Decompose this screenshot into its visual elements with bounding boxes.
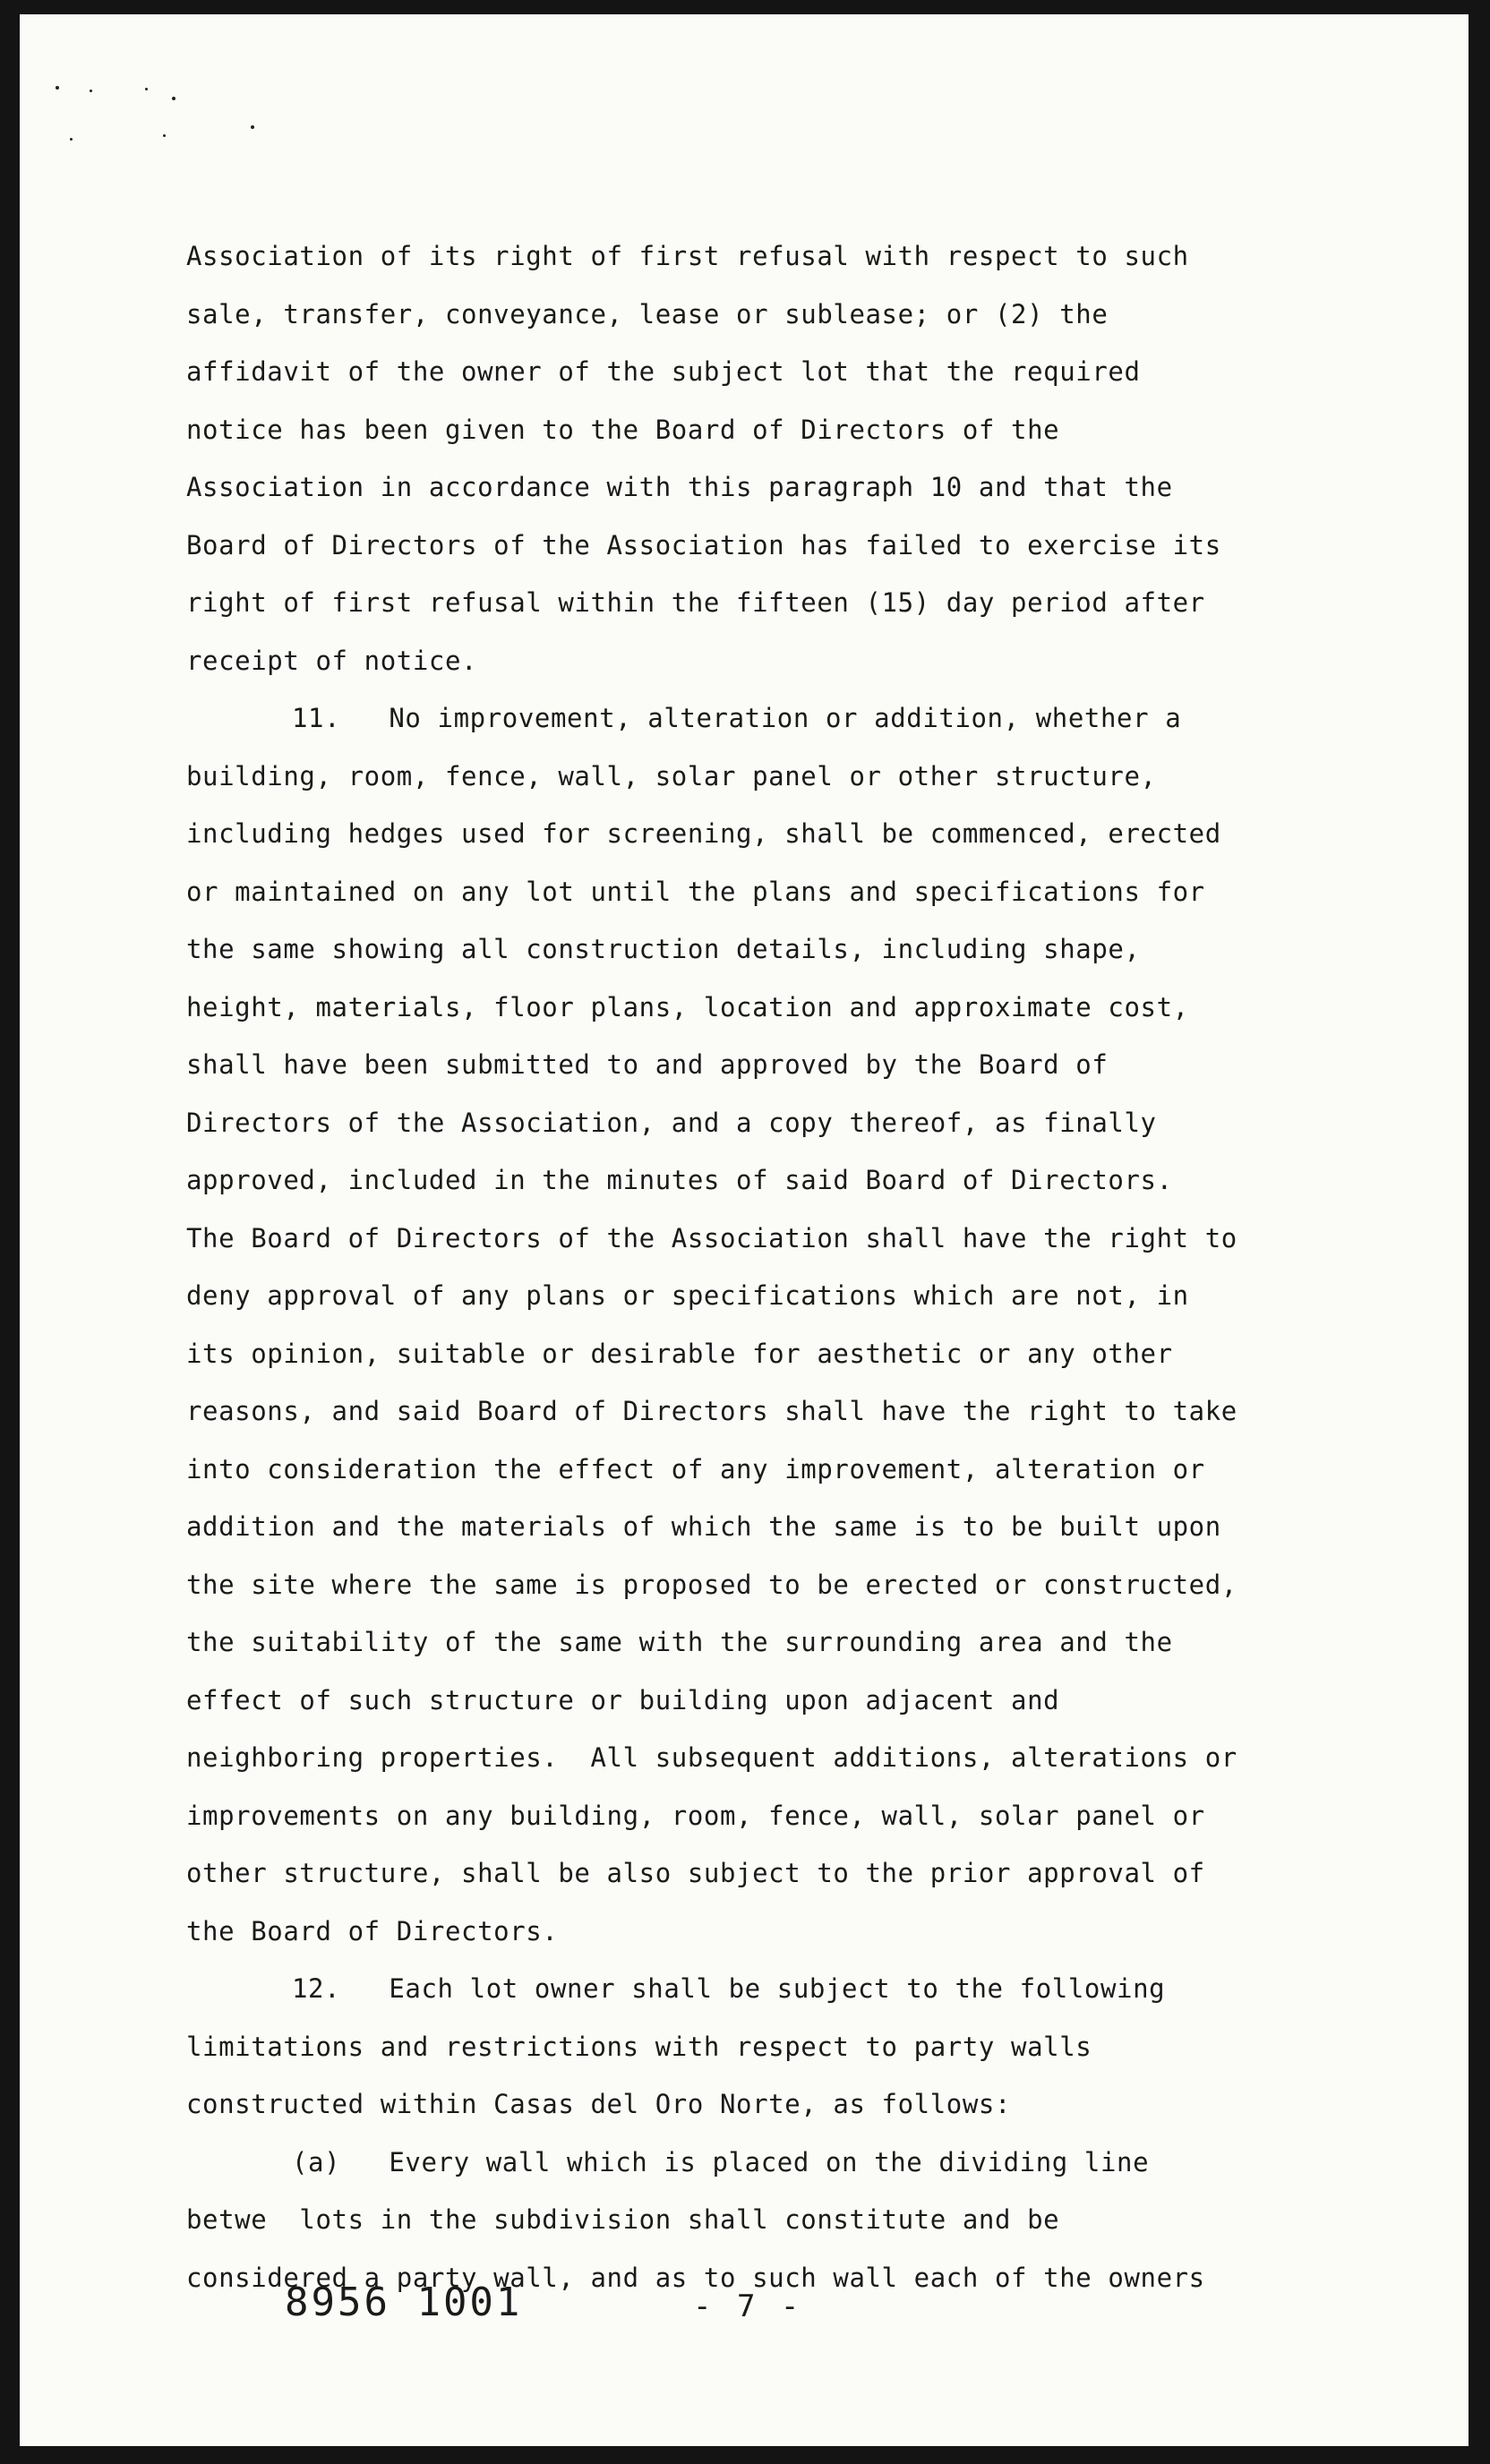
text-line: Directors of the Association, and a copy thereof, as finally bbox=[186, 1107, 1157, 1138]
speck bbox=[172, 97, 176, 100]
speck bbox=[145, 88, 148, 90]
text-line: or maintained on any lot until the plans and specifications for bbox=[186, 876, 1205, 907]
text-line: notice has been given to the Board of Directors of the bbox=[186, 414, 1060, 445]
text-line: sale, transfer, conveyance, lease or sublease; or (2) the bbox=[186, 298, 1109, 329]
text-line: addition and the materials of which the same is to be built upon bbox=[186, 1511, 1221, 1542]
text-line: including hedges used for screening, shall be commenced, erected bbox=[186, 818, 1221, 849]
text-line: right of first refusal within the fifteen (15) day period after bbox=[186, 587, 1205, 618]
speck bbox=[70, 138, 73, 141]
text-line: Association of its right of first refusal with respect to such bbox=[186, 241, 1189, 271]
text-line: the same showing all construction details, including shape, bbox=[186, 934, 1141, 964]
speck bbox=[251, 125, 254, 129]
text-line: approved, included in the minutes of said Board of Directors. bbox=[186, 1165, 1173, 1195]
text-line: shall have been submitted to and approved by the Board of bbox=[186, 1049, 1109, 1080]
speck bbox=[90, 90, 92, 92]
text-line: deny approval of any plans or specifications which are not, in bbox=[186, 1280, 1189, 1311]
text-line: improvements on any building, room, fence, wall, solar panel or bbox=[186, 1800, 1205, 1831]
text-line: limitations and restrictions with respect to party walls bbox=[186, 2031, 1092, 2062]
text-line: its opinion, suitable or desirable for aesthetic or any other bbox=[186, 1338, 1173, 1369]
text-line: affidavit of the owner of the subject lot that the required bbox=[186, 356, 1141, 387]
text-line: Association in accordance with this paragraph 10 and that the bbox=[186, 472, 1173, 502]
subparagraph-a-start: (a) Every wall which is placed on the dividing line bbox=[292, 2146, 1150, 2177]
text-line: receipt of notice. bbox=[186, 645, 478, 676]
page-number: - 7 - bbox=[693, 2289, 803, 2324]
text-line: constructed within Casas del Oro Norte, as follows: bbox=[186, 2089, 1012, 2119]
paragraph-11-start: 11. No improvement, alteration or addition, whether a bbox=[292, 703, 1182, 733]
text-line: building, room, fence, wall, solar panel or other structure, bbox=[186, 760, 1157, 791]
text-line: into consideration the effect of any improvement, alteration or bbox=[186, 1453, 1205, 1484]
document-page bbox=[20, 14, 1469, 2446]
text-line: neighboring properties. All subsequent additions, alterations or bbox=[186, 1742, 1237, 1773]
text-line: effect of such structure or building upon adjacent and bbox=[186, 1684, 1060, 1715]
text-line: the site where the same is proposed to be erected or constructed, bbox=[186, 1569, 1237, 1600]
speck bbox=[56, 86, 59, 90]
text-line: betwe lots in the subdivision shall constitute and be bbox=[186, 2204, 1060, 2235]
text-line: height, materials, floor plans, location and approximate cost, bbox=[186, 991, 1189, 1022]
text-line: Board of Directors of the Association has failed to exercise its bbox=[186, 529, 1221, 560]
text-line: The Board of Directors of the Association shall have the right to bbox=[186, 1222, 1237, 1253]
text-line: considered a party wall, and as to such wall each of the owners bbox=[186, 2262, 1205, 2293]
text-line: the Board of Directors. bbox=[186, 1915, 559, 1946]
text-line: reasons, and said Board of Directors shall have the right to take bbox=[186, 1396, 1237, 1426]
document-number: 8956 1001 bbox=[285, 2280, 523, 2325]
text-line: the suitability of the same with the surrounding area and the bbox=[186, 1627, 1173, 1657]
text-line: other structure, shall be also subject to the prior approval of bbox=[186, 1858, 1205, 1888]
paragraph-12-start: 12. Each lot owner shall be subject to the following bbox=[292, 1973, 1166, 2004]
speck bbox=[163, 134, 166, 137]
document-body bbox=[186, 227, 1341, 2306]
